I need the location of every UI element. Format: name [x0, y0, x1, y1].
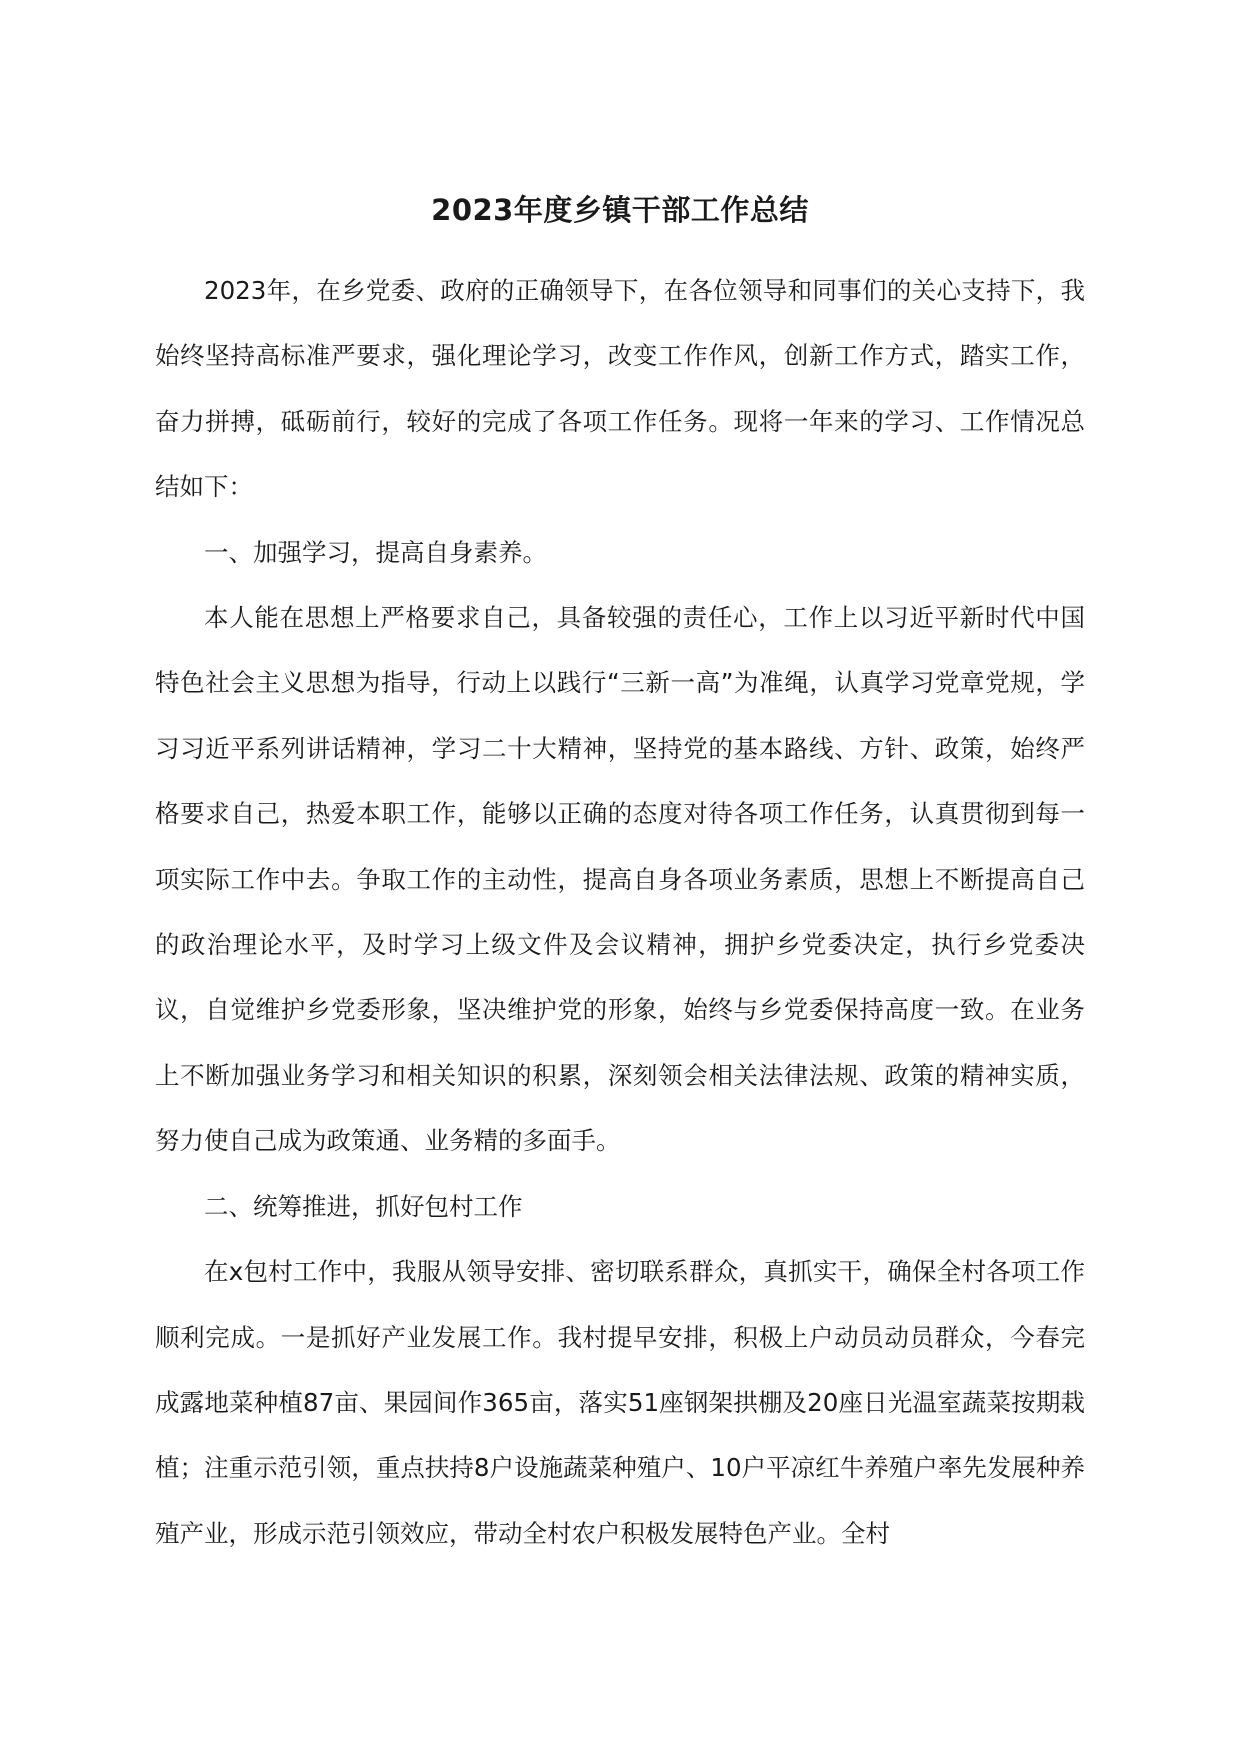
document-title: 2023年度乡镇干部工作总结 [431, 193, 809, 227]
document-body [155, 258, 1085, 1566]
section-heading-2: 二、统筹推进，抓好包村工作 [204, 1191, 523, 1221]
paragraph-intro: 2023年，在乡党委、政府的正确领导下，在各位领导和同事们的关心支持下，我始终坚持高标准严要求，强化理论学习，改变工作作风，创新工作方式，踏实工作，奋力拼搏，砥砺前行，较好的完成了各项工作任务。现将一年来的学习、工作情况总结如下： [155, 276, 1085, 502]
paragraph-study: 本人能在思想上严格要求自己，具备较强的责任心，工作上以习近平新时代中国特色社会主义思想为指导，行动上以践行“三新一高”为准绳，认真学习党章党规，学习习近平系列讲话精神，学习二十大精神，坚持党的基本路线、方针、政策，始终严格要求自己，热爱本职工作，能够以正确的态度对待各项工作任务，认真贯彻到每一项实际工作中去。争取工作的主动性，提高自身各项业务素质，思想上不断提高自己的政治理论水平，及时学习上级文件及会议精神，拥护乡党委决定，执行乡党委决议，自觉维护乡党委形象，坚决维护党的形象，始终与乡党委保持高度一致。在业务上不断加强业务学习和相关知识的积累，深刻领会相关法律法规、政策的精神实质，努力使自己成为政策通、业务精的多面手。 [155, 603, 1085, 1156]
paragraph-village-work: 在x包村工作中，我服从领导安排、密切联系群众，真抓实干，确保全村各项工作顺利完成。一是抓好产业发展工作。我村提早安排，积极上户动员动员群众，今春完成露地菜种植87亩、果园间作365亩，落实51座钢架拱棚及20座日光温室蔬菜按期栽植；注重示范引领，重点扶持8户设施蔬菜种殖户、10户平凉红牛养殖户率先发展种养殖产业，形成示范引领效应，带动全村农户积极发展特色产业。全村 [155, 1257, 1085, 1548]
section-heading-1: 一、加强学习，提高自身素养。 [204, 537, 547, 567]
